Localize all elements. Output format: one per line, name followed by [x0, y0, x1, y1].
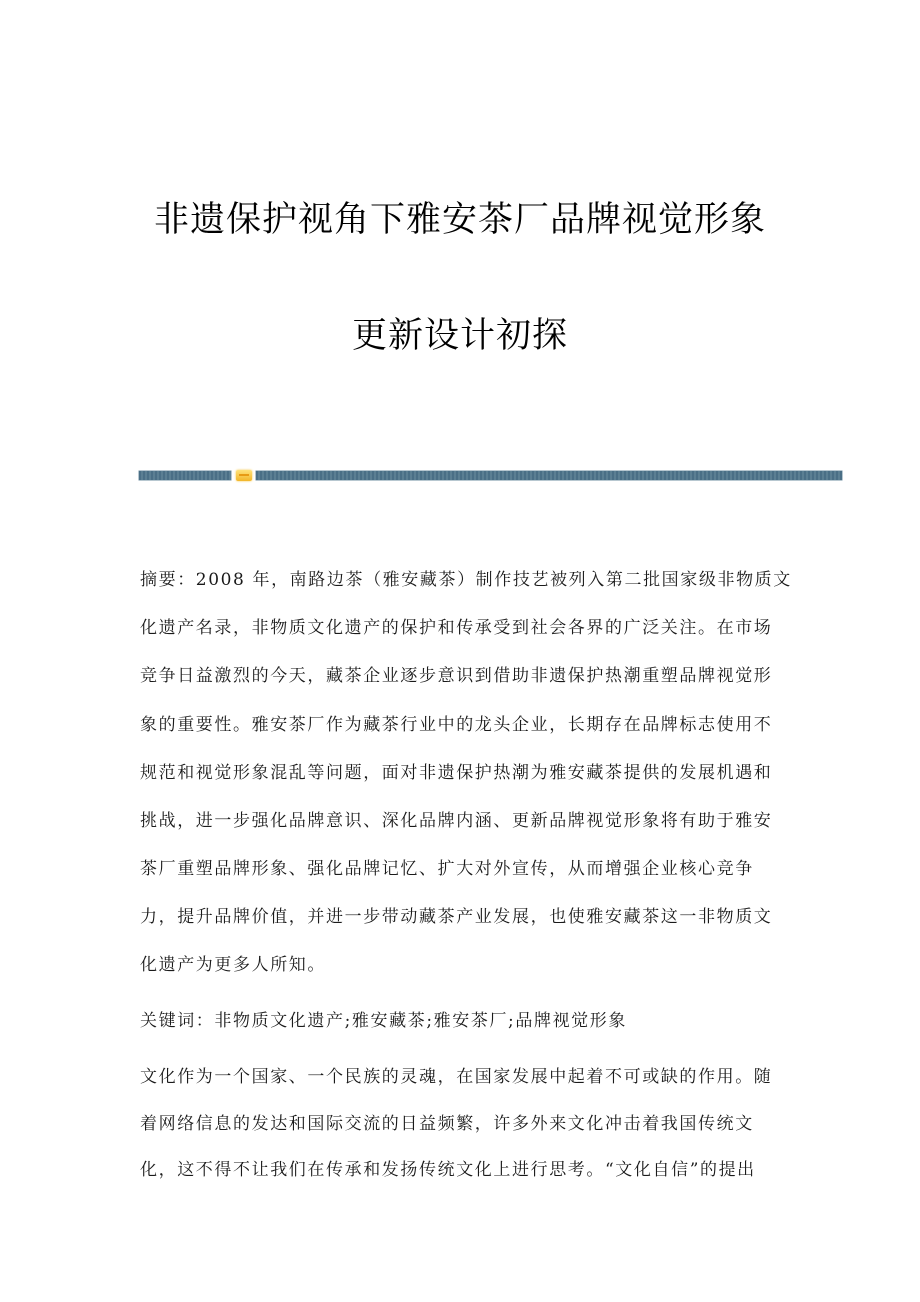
document-title-line-2: 更新设计初探: [351, 316, 568, 356]
separator-ornament-icon: [236, 470, 252, 481]
body-line: 化，这不得不让我们在传承和发扬传统文化上进行思考。“文化自信”的提出: [140, 1160, 756, 1180]
abstract-line: 竞争日益激烈的今天，藏茶企业逐步意识到借助非遗保护热潮重塑品牌视觉形: [140, 666, 773, 686]
body-line: 文化作为一个国家、一个民族的灵魂，在国家发展中起着不可或缺的作用。随: [140, 1067, 773, 1087]
abstract-line: 化遗产为更多人所知。: [140, 955, 326, 975]
separator-rule-right: [256, 471, 842, 480]
abstract-line: 力，提升品牌价值，并进一步带动藏茶产业发展，也使雅安藏茶这一非物质文: [140, 907, 773, 927]
document-title-line-1: 非遗保护视角下雅安茶厂品牌视觉形象: [153, 200, 766, 240]
abstract-line: 化遗产名录，非物质文化遗产的保护和传承受到社会各界的广泛关注。在市场: [140, 618, 773, 638]
abstract-line: 象的重要性。雅安茶厂作为藏茶行业中的龙头企业，长期存在品牌标志使用不: [140, 715, 773, 735]
abstract-line: 茶厂重塑品牌形象、强化品牌记忆、扩大对外宣传，从而增强企业核心竞争: [140, 859, 754, 879]
body-line: 着网络信息的发达和国际交流的日益频繁，许多外来文化冲击着我国传统文: [140, 1114, 754, 1134]
keywords-line: 关键词：非物质文化遗产;雅安藏茶;雅安茶厂;品牌视觉形象: [140, 1011, 627, 1031]
abstract-line: 摘要：2008 年，南路边茶（雅安藏茶）制作技艺被列入第二批国家级非物质文: [140, 570, 792, 590]
abstract-line: 挑战，进一步强化品牌意识、深化品牌内涵、更新品牌视觉形象将有助于雅安: [140, 811, 773, 831]
separator-rule-left: [139, 471, 231, 480]
abstract-line: 规范和视觉形象混乱等问题，面对非遗保护热潮为雅安藏茶提供的发展机遇和: [140, 763, 773, 783]
